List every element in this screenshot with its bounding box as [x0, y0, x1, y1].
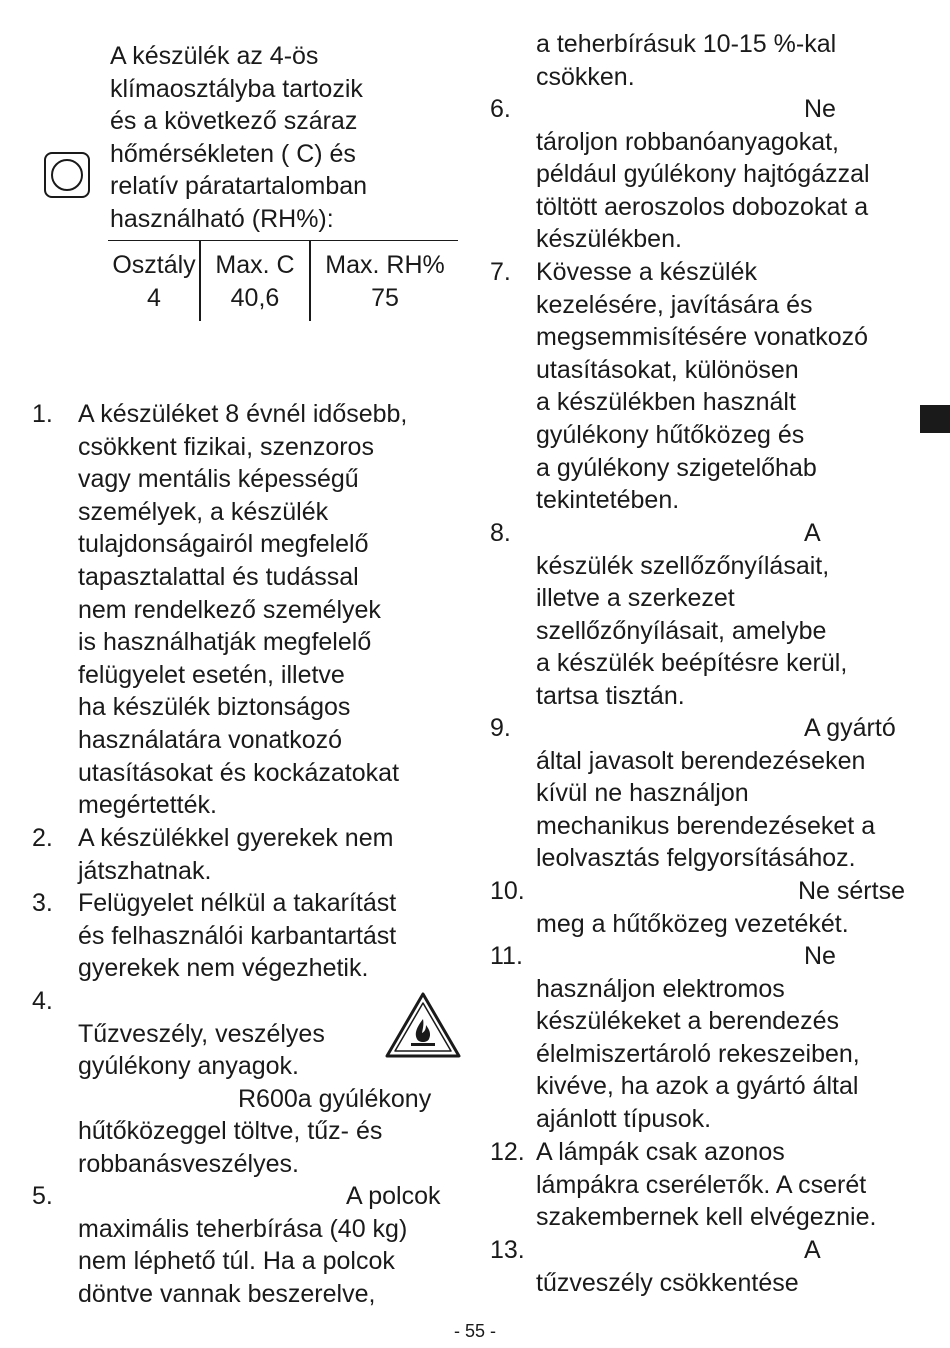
item-number: 9. — [490, 714, 511, 742]
item-line: a gyúlékony szigetelőhab — [536, 453, 817, 482]
item-line: maximális teherbírása (40 kg) — [78, 1214, 408, 1243]
item-number: 13. — [490, 1236, 525, 1264]
item-line: robbanásveszélyes. — [78, 1149, 299, 1178]
list-item-1 — [32, 398, 452, 822]
item-line: csökkent fizikai, szenzoros — [78, 432, 374, 461]
item-line: döntve vannak beszerelve, — [78, 1279, 376, 1308]
item-line: mechanikus berendezéseket a — [536, 811, 876, 840]
item-line: Ne — [804, 95, 836, 123]
item-number: 4. — [32, 987, 53, 1015]
item-line: ha készülék biztonságos — [78, 693, 351, 722]
item-line: utasításokat, különösen — [536, 355, 799, 384]
item-number: 7. — [490, 258, 511, 286]
item-line: szakembernek kell elvégeznie. — [536, 1203, 877, 1232]
item-line: szellőzőnyílásait, amelybe — [536, 616, 827, 645]
climate-class-icon — [44, 152, 90, 198]
list-item-3 — [32, 887, 452, 985]
item-line: A készüléket 8 évnél idősebb, — [78, 400, 408, 428]
item-line: tartsa tisztán. — [536, 681, 685, 710]
item-line: kezelésére, javítására és — [536, 290, 813, 319]
item-line: játszhatnak. — [78, 856, 212, 885]
list-item-10 — [490, 875, 920, 940]
item-line: által javasolt berendezéseken — [536, 746, 866, 775]
item-number: 1. — [32, 400, 53, 428]
item-line: készülékeket a berendezés — [536, 1007, 839, 1036]
list-item-5-continued — [490, 28, 920, 93]
climate-intro — [110, 40, 460, 236]
item-line: a készülék beépítésre kerül, — [536, 649, 848, 678]
item-line: R600a gyúlékony — [238, 1084, 432, 1113]
item-line: A — [804, 1236, 821, 1264]
table-value-class: 4 — [147, 283, 161, 312]
item-line: például gyúlékony hajtógázzal — [536, 160, 870, 189]
item-line: használatára vonatkozó — [78, 725, 343, 754]
item-number: 3. — [32, 889, 53, 917]
list-item-7 — [490, 256, 920, 517]
item-line: kívül ne használjon — [536, 779, 749, 808]
item-line: használjon elektromos — [536, 974, 785, 1003]
item-line: személyek, a készülék — [78, 497, 329, 526]
item-line: tároljon robbanóanyagokat, — [536, 127, 840, 156]
page-number: - 55 - — [453, 1321, 496, 1341]
intro-line: hőmérsékleten ( C) és — [110, 139, 356, 168]
item-line: a készülékben használt — [536, 388, 796, 417]
item-line: csökken. — [536, 62, 635, 91]
item-line: töltött aeroszolos dobozokat a — [536, 192, 869, 221]
item-line: leolvasztás felgyorsításához. — [536, 844, 856, 873]
item-line: Kövesse a készülék — [536, 258, 757, 286]
list-item-12 — [490, 1136, 920, 1234]
list-item-8 — [490, 517, 920, 713]
item-number: 6. — [490, 95, 511, 123]
list-item-2 — [32, 822, 452, 887]
item-line: A — [804, 519, 821, 547]
list-item-11 — [490, 940, 920, 1136]
section-tab-marker — [920, 405, 950, 433]
item-line: utasításokat és kockázatokat — [78, 758, 400, 787]
item-number: 5. — [32, 1182, 53, 1210]
intro-line: klímaosztályba tartozik — [110, 74, 363, 103]
table-value-max-temp: 40,6 — [230, 283, 280, 312]
intro-line: A készülék az 4-ös — [110, 42, 319, 70]
flammable-warning-icon — [384, 990, 462, 1060]
item-line: tulajdonságairól megfelelő — [78, 530, 369, 559]
item-line: A gyártó — [804, 714, 896, 742]
item-line: gyúlékony anyagok. — [78, 1052, 299, 1081]
item-line: is használhatják megfelelő — [78, 628, 372, 657]
item-line: Ne sértse — [798, 877, 905, 905]
table-divider — [309, 241, 311, 321]
item-line: készülék szellőzőnyílásait, — [536, 551, 830, 580]
list-item-5 — [32, 1180, 452, 1310]
table-value-max-rh: 75 — [371, 283, 399, 312]
item-number: 2. — [32, 824, 53, 852]
table-header-class: Osztály — [112, 251, 196, 279]
table-header-max-rh: Max. RH% — [325, 251, 445, 279]
intro-line: relatív páratartalomban — [110, 172, 368, 201]
item-line: ajánlott típusok. — [536, 1104, 712, 1133]
item-line: tekintetében. — [536, 486, 680, 515]
item-line: Tűzveszély, veszélyes — [78, 1019, 325, 1048]
item-line: és felhasználói karbantartást — [78, 921, 397, 950]
item-line: Ne — [804, 942, 836, 970]
item-line: hűtőközeggel töltve, tűz- és — [78, 1117, 383, 1146]
intro-line: és a következő száraz — [110, 107, 358, 136]
list-item-13 — [490, 1234, 920, 1299]
item-line: élelmiszertároló rekeszeiben, — [536, 1039, 860, 1068]
item-line: meg a hűtőközeg vezetékét. — [536, 909, 849, 938]
intro-line: használható (RH%): — [110, 204, 334, 233]
climate-table — [108, 240, 458, 321]
item-line: A készülékkel gyerekek nem — [78, 824, 394, 852]
item-line: készülékben. — [536, 225, 682, 254]
item-line: nem léphető túl. Ha a polcok — [78, 1247, 395, 1276]
item-line: tűzveszély csökkentése — [536, 1268, 799, 1297]
item-line: gyerekek nem végezhetik. — [78, 954, 369, 983]
item-line: kivéve, ha azok a gyártó által — [536, 1072, 859, 1101]
item-line: gyúlékony hűtőközeg és — [536, 420, 805, 449]
item-line: illetve a szerkezet — [536, 584, 735, 613]
item-line: tapasztalattal és tudással — [78, 562, 359, 591]
item-line: A lámpák csak azonos — [536, 1138, 785, 1166]
item-line: megsemmisítésére vonatkozó — [536, 323, 869, 352]
item-number: 8. — [490, 519, 511, 547]
list-item-9 — [490, 712, 920, 875]
item-number: 12. — [490, 1138, 525, 1166]
item-line: a teherbírásuk 10-15 %-kal — [536, 30, 837, 58]
item-line: nem rendelkező személyek — [78, 595, 381, 624]
item-line: megértették. — [78, 791, 217, 820]
list-item-6 — [490, 93, 920, 256]
item-number: 11. — [490, 942, 523, 970]
item-line: Felügyelet nélkül a takarítást — [78, 889, 397, 917]
item-number: 10. — [490, 877, 525, 905]
table-header-max-temp: Max. C — [215, 251, 295, 279]
item-line: A polcok — [346, 1182, 441, 1210]
item-line: felügyelet esetén, illetve — [78, 660, 345, 689]
item-line: vagy mentális képességű — [78, 465, 359, 494]
item-line: lámpákra cserélетők. A cserét — [536, 1170, 867, 1199]
